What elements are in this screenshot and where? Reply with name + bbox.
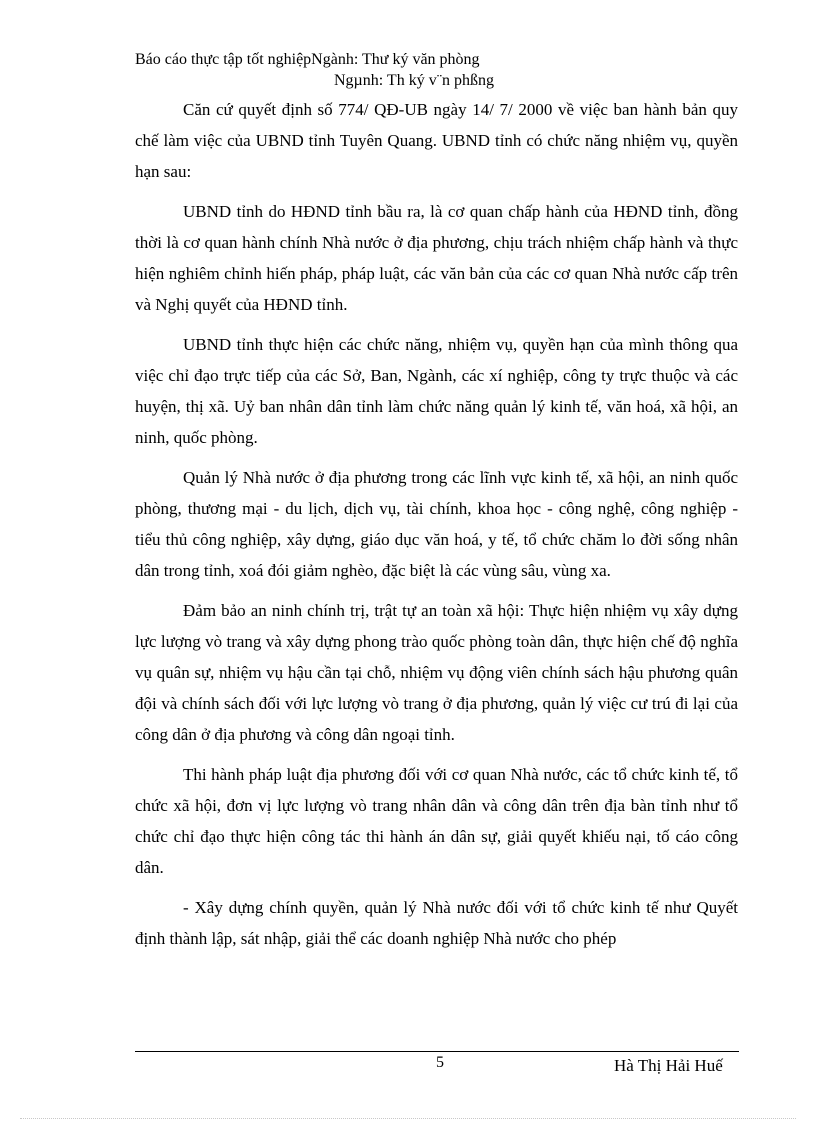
- paragraph: UBND tỉnh do HĐND tỉnh bầu ra, là cơ quan chấp hành của HĐND tỉnh, đồng thời là cơ quan hành chính Nhà nước ở địa phương, chịu trách nhiệm chấp hành và thực hiện nghiêm chỉnh hiến pháp, pháp luật, các văn bản của các cơ quan Nhà nước cấp trên và Nghị quyết của HĐND tỉnh.: [135, 202, 738, 314]
- paragraph: Căn cứ quyết định số 774/ QĐ-UB ngày 14/ 7/ 2000 về việc ban hành bản quy chế làm việc của UBND tỉnh Tuyên Quang. UBND tỉnh có chức năng nhiệm vụ, quyền hạn sau:: [135, 100, 738, 181]
- paragraph: UBND tỉnh thực hiện các chức năng, nhiệm vụ, quyền hạn của mình thông qua việc chỉ đạo trực tiếp của các Sở, Ban, Ngành, các xí nghiệp, công ty trực thuộc và các huyện, thị xã. Uỷ ban nhân dân tỉnh làm chức năng quản lý kinh tế, văn hoá, xã hội, an ninh, quốc phòng.: [135, 335, 738, 447]
- body-text: [135, 94, 738, 963]
- page-number: 5: [436, 1054, 444, 1071]
- paragraph: Quản lý Nhà nước ở địa phương trong các lĩnh vực kinh tế, xã hội, an ninh quốc phòng, thương mại - du lịch, dịch vụ, tài chính, khoa học - công nghệ, công nghiệp - tiểu thủ công nghiệp, xây dựng, giáo dục văn hoá, y tế, tổ chức chăm lo đời sống nhân dân trong tỉnh, xoá đói giảm nghèo, đặc biệt là các vùng sâu, vùng xa.: [135, 468, 738, 580]
- paragraph: Đảm bảo an ninh chính trị, trật tự an toàn xã hội: Thực hiện nhiệm vụ xây dựng lực lượng vò trang và xây dựng phong trào quốc phòng toàn dân, thực hiện chế độ nghĩa vụ quân sự, nhiệm vụ hậu cần tại chỗ, nhiệm vụ động viên chính sách hậu phương quân đội và chính sách đối với lực lượng vò trang ở địa phương, quản lý việc cư trú đi lại của công dân ở địa phương và công dân ngoại tỉnh.: [135, 601, 738, 744]
- footer-divider: [135, 1051, 739, 1052]
- paragraph: Thi hành pháp luật địa phương đối với cơ quan Nhà nước, các tổ chức kinh tế, tổ chức xã hội, đơn vị lực lượng vò trang nhân dân và công dân trên địa bàn tỉnh như tổ chức chỉ đạo thực hiện công tác thi hành án dân sự, giải quyết khiếu nại, tố cáo công dân.: [135, 765, 738, 877]
- running-header: Báo cáo thực tập tốt nghiệpNgành: Thư ký văn phòng: [135, 51, 480, 68]
- running-header-legacy-encoding: Ngµnh: Th ký v¨n phßng: [334, 72, 495, 89]
- paragraph: - Xây dựng chính quyền, quản lý Nhà nước đối với tổ chức kinh tế như Quyết định thành lập, sát nhập, giải thể các doanh nghiệp Nhà nước cho phép: [135, 898, 738, 948]
- footer-author: Hà Thị Hải Huế: [614, 1056, 723, 1075]
- page-bottom-border: [20, 1118, 796, 1119]
